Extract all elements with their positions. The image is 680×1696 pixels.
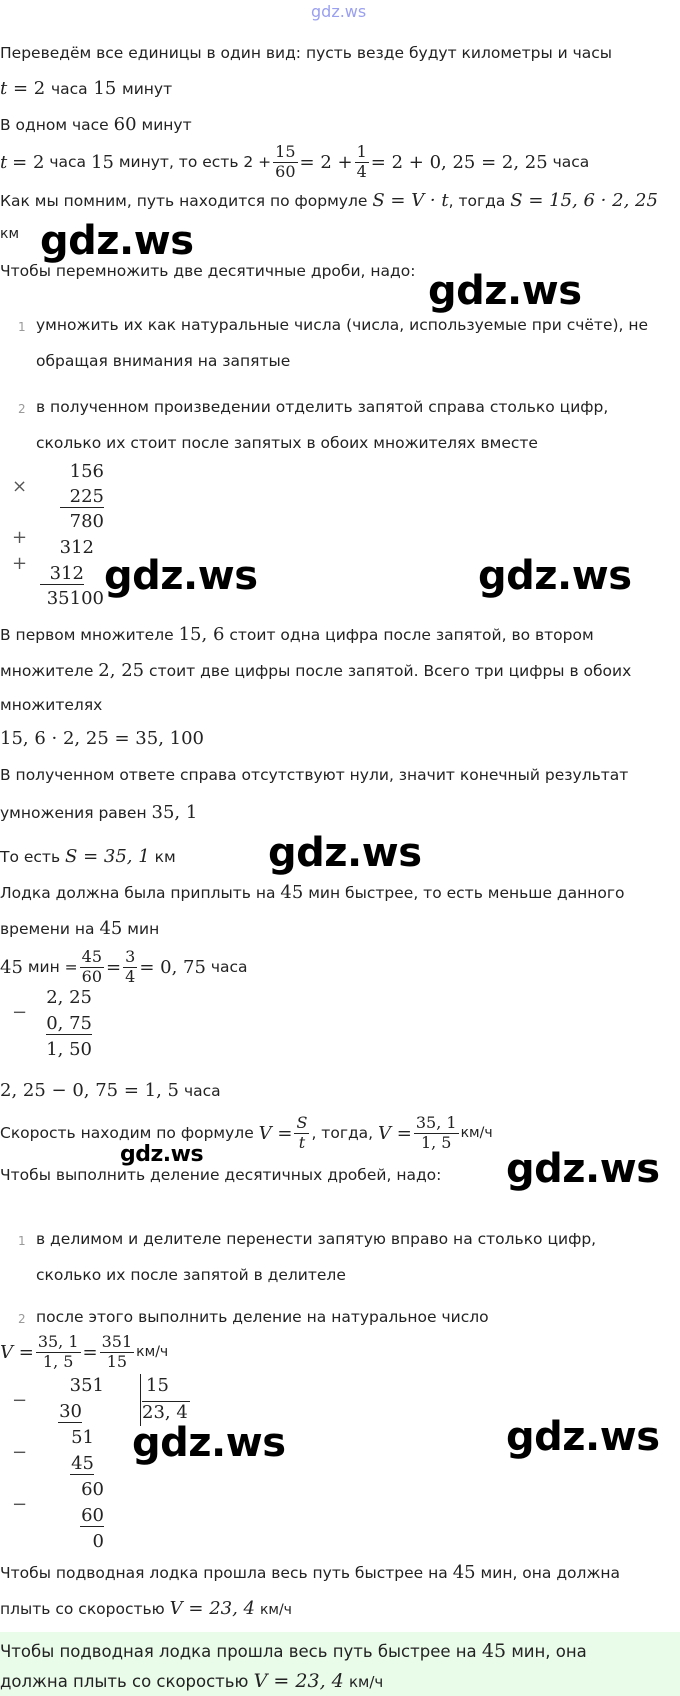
conclusion-text: Чтобы подводная лодка прошла весь путь быстрее на 45 мин, она должна — [0, 1562, 621, 1583]
partial-product: 312 — [59, 537, 94, 558]
distance-result: То есть S = 35, 1 км — [0, 846, 176, 867]
quotient: 23, 4 — [142, 1401, 190, 1423]
remainder: 51 — [71, 1427, 94, 1448]
list-number: 1 — [18, 320, 26, 334]
time-difference: 2, 25 − 0, 75 = 1, 5 часа — [0, 1080, 221, 1101]
list-number: 2 — [18, 1312, 26, 1326]
division-rule-heading: Чтобы выполнить деление десятичных дробей, надо: — [0, 1166, 442, 1184]
minuend: 2, 25 — [46, 987, 92, 1008]
conclusion-text: плыть со скоростью V = 23, 4 км/ч — [0, 1598, 292, 1619]
time-line: t = 2 часа 15 минут — [0, 78, 173, 99]
list-number: 1 — [18, 1234, 26, 1248]
partial-product: 312 — [40, 563, 84, 585]
watermark: gdz.ws — [506, 1414, 660, 1460]
multiplicand: 156 — [69, 461, 104, 482]
watermark: gdz.ws — [428, 268, 582, 314]
speed-equation: V = $\frac{35, 1}{1, 5}$ = $\frac{351}{15}$ км/ч — [0, 1332, 169, 1371]
minus-sign: − — [12, 1390, 28, 1411]
watermark: gdz.ws — [132, 1420, 286, 1466]
explanation-text: В первом множителе 15, 6 стоит одна цифра после запятой, во втором — [0, 624, 594, 645]
km-unit: км — [0, 226, 20, 242]
subtrahend: 60 — [81, 1505, 104, 1526]
minus-sign: − — [12, 1494, 28, 1515]
partial-product: 780 — [69, 511, 104, 532]
times-sign: × — [12, 476, 28, 497]
product-equation: 15, 6 · 2, 25 = 35, 100 — [0, 728, 204, 749]
remainder: 60 — [81, 1479, 104, 1500]
subtrahend: 30 — [59, 1401, 82, 1422]
list-item: умножить их как натуральные числа (числа, используемые при счёте), не — [36, 316, 649, 334]
watermark: gdz.ws — [40, 218, 194, 264]
speed-formula-line: Скорость находим по формуле V = $\frac{S}{t}$ , тогда, V = $\frac{35, 1}{1, 5}$ км/ч — [0, 1113, 493, 1152]
multiplier: 225 — [60, 486, 104, 508]
minus-sign: − — [12, 1442, 28, 1463]
list-item: обращая внимания на запятые — [36, 352, 291, 370]
path-formula-line: Как мы помним, путь находится по формуле S = V · t, тогда S = 15, 6 · 2, 25 — [0, 190, 658, 211]
divisor: 15 — [146, 1375, 169, 1396]
product-result: 35100 — [46, 588, 104, 609]
list-item: в делимом и делителе перенести запятую вправо на столько цифр, — [36, 1230, 597, 1248]
explanation-text: времени на 45 мин — [0, 918, 160, 939]
answer-text: должна плыть со скоростью V = 23, 4 км/ч — [0, 1670, 384, 1692]
difference: 1, 50 — [46, 1039, 92, 1060]
minutes-conversion: 45 мин = $\frac{45}{60}$ = $\frac{3}{4}$ = 0, 75 часа — [0, 947, 248, 986]
list-number: 2 — [18, 402, 26, 416]
watermark: gdz.ws — [104, 553, 258, 599]
explanation-text: умножения равен 35, 1 — [0, 802, 198, 823]
explanation-text: множителе 2, 25 стоит две цифры после запятой. Всего три цифры в обоих — [0, 660, 632, 681]
list-item: сколько их после запятой в делителе — [36, 1266, 346, 1284]
explanation-text: множителях — [0, 696, 103, 714]
subtrahend: 45 — [71, 1453, 94, 1474]
list-item: в полученном произведении отделить запятой справа столько цифр, — [36, 398, 609, 416]
plus-sign: + — [12, 527, 28, 548]
list-item: сколько их стоит после запятых в обоих множителях вместе — [36, 434, 538, 452]
watermark: gdz.ws — [478, 553, 632, 599]
plus-sign: + — [12, 553, 28, 574]
dividend: 351 — [69, 1375, 104, 1396]
subtrahend: 0, 75 — [46, 1013, 92, 1034]
explanation-text: Лодка должна была приплыть на 45 мин быстрее, то есть меньше данного — [0, 882, 625, 903]
time-conversion-line: t = 2 часа 15 минут, то есть 2 + $\frac{15}{60}$ = 2 + $\frac{1}{4}$ = 2 + 0, 25 = 2, 25 часа — [0, 142, 590, 181]
multiply-rule-heading: Чтобы перемножить две десятичные дроби, надо: — [0, 262, 416, 280]
minus-sign: − — [12, 1002, 28, 1023]
remainder: 0 — [92, 1531, 104, 1552]
watermark: gdz.ws — [268, 830, 422, 876]
watermark: gdz.ws — [506, 1146, 660, 1192]
watermark-top: gdz.ws — [311, 2, 367, 21]
division-bar — [140, 1374, 141, 1426]
hour-minutes-line: В одном часе 60 минут — [0, 114, 192, 135]
answer-text: Чтобы подводная лодка прошла весь путь быстрее на 45 мин, она — [0, 1640, 587, 1662]
answer-box — [0, 1632, 680, 1696]
explanation-text: В полученном ответе справа отсутствуют нули, значит конечный результат — [0, 766, 629, 784]
list-item: после этого выполнить деление на натуральное число — [36, 1308, 489, 1326]
watermark: gdz.ws — [120, 1142, 204, 1167]
intro-text: Переведём все единицы в один вид: пусть везде будут километры и часы — [0, 44, 613, 62]
